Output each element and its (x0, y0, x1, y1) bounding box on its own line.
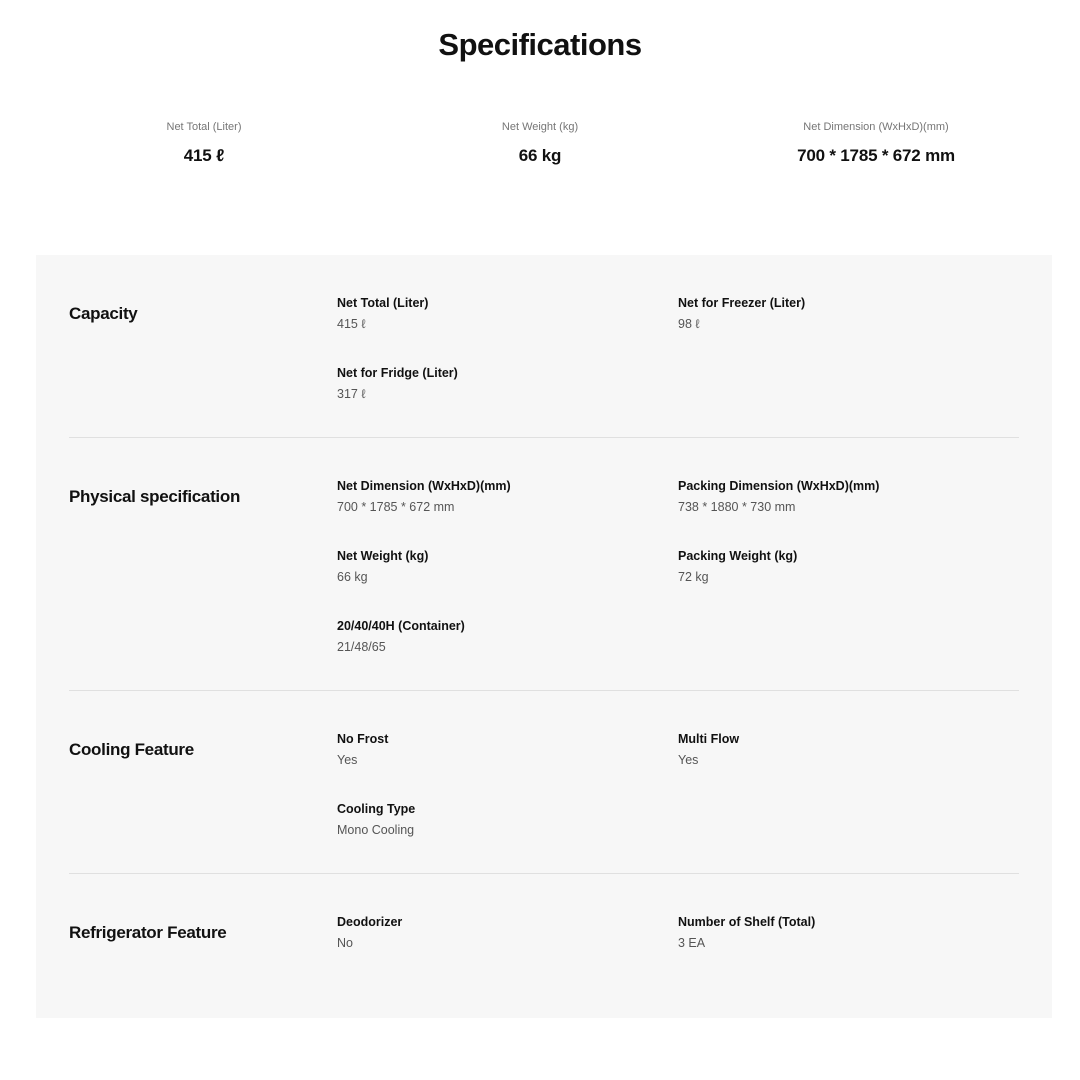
spec-item (337, 548, 678, 586)
specification-panel (36, 255, 1052, 1018)
spec-item (678, 478, 1019, 516)
spec-item (678, 295, 1019, 333)
highlight-net-weight (372, 120, 708, 166)
spec-value: Yes (337, 753, 358, 767)
spec-section-physical-specification (69, 438, 1019, 691)
spec-grid (337, 295, 1019, 403)
spec-value: 700 * 1785 * 672 mm (337, 500, 455, 514)
spec-item (337, 914, 678, 952)
highlight-label: Net Dimension (WxHxD)(mm) (803, 121, 949, 133)
spec-value: Mono Cooling (337, 823, 415, 837)
spec-item (678, 914, 1019, 952)
spec-item-empty (678, 618, 1019, 656)
spec-section-refrigerator-feature (69, 874, 1019, 1018)
spec-key: Net for Fridge (Liter) (337, 366, 458, 380)
spec-grid (337, 914, 1019, 984)
spec-key: Number of Shelf (Total) (678, 915, 816, 929)
spec-item (337, 295, 678, 333)
spec-item (337, 731, 678, 769)
spec-section-cooling-feature (69, 691, 1019, 874)
spec-value: 66 kg (337, 570, 368, 584)
highlight-label: Net Total (Liter) (166, 121, 242, 133)
highlight-value: 700 * 1785 * 672 mm (797, 146, 955, 165)
spec-value: No (337, 936, 353, 950)
spec-value: 3 EA (678, 936, 706, 950)
spec-value: 738 * 1880 * 730 mm (678, 500, 796, 514)
spec-item (337, 478, 678, 516)
spec-key: Net for Freezer (Liter) (678, 296, 806, 310)
spec-key: 20/40/40H (Container) (337, 619, 465, 633)
spec-item (337, 618, 678, 656)
spec-key: Net Weight (kg) (337, 549, 429, 563)
spec-value: 415 ℓ (337, 317, 366, 331)
highlight-net-dimension (708, 120, 1044, 166)
spec-grid (337, 731, 1019, 839)
highlight-label: Net Weight (kg) (501, 121, 579, 133)
highlight-value: 415 ℓ (183, 146, 225, 165)
spec-item-empty (678, 801, 1019, 839)
spec-value: Yes (678, 753, 699, 767)
page-title: Specifications (438, 27, 642, 62)
spec-value: 72 kg (678, 570, 709, 584)
spec-key: Multi Flow (678, 732, 740, 746)
highlight-summary (0, 120, 1080, 166)
spec-key: Packing Weight (kg) (678, 549, 798, 563)
spec-key: No Frost (337, 732, 389, 746)
spec-section-heading: Capacity (69, 304, 138, 323)
spec-section-capacity (69, 255, 1019, 438)
spec-item (337, 801, 678, 839)
spec-key: Net Dimension (WxHxD)(mm) (337, 479, 511, 493)
spec-section-heading: Refrigerator Feature (69, 923, 227, 942)
spec-value: 317 ℓ (337, 387, 366, 401)
highlight-value: 66 kg (518, 146, 562, 165)
spec-section-heading: Cooling Feature (69, 740, 194, 759)
spec-section-heading: Physical specification (69, 487, 241, 506)
spec-key: Cooling Type (337, 802, 416, 816)
spec-item-empty (678, 365, 1019, 403)
spec-value: 98 ℓ (678, 317, 700, 331)
spec-item (337, 365, 678, 403)
spec-grid (337, 478, 1019, 656)
spec-item (678, 548, 1019, 586)
highlight-net-total (36, 120, 372, 166)
spec-key: Deodorizer (337, 915, 403, 929)
spec-key: Packing Dimension (WxHxD)(mm) (678, 479, 880, 493)
spec-key: Net Total (Liter) (337, 296, 429, 310)
spec-value: 21/48/65 (337, 640, 386, 654)
spec-item (678, 731, 1019, 769)
